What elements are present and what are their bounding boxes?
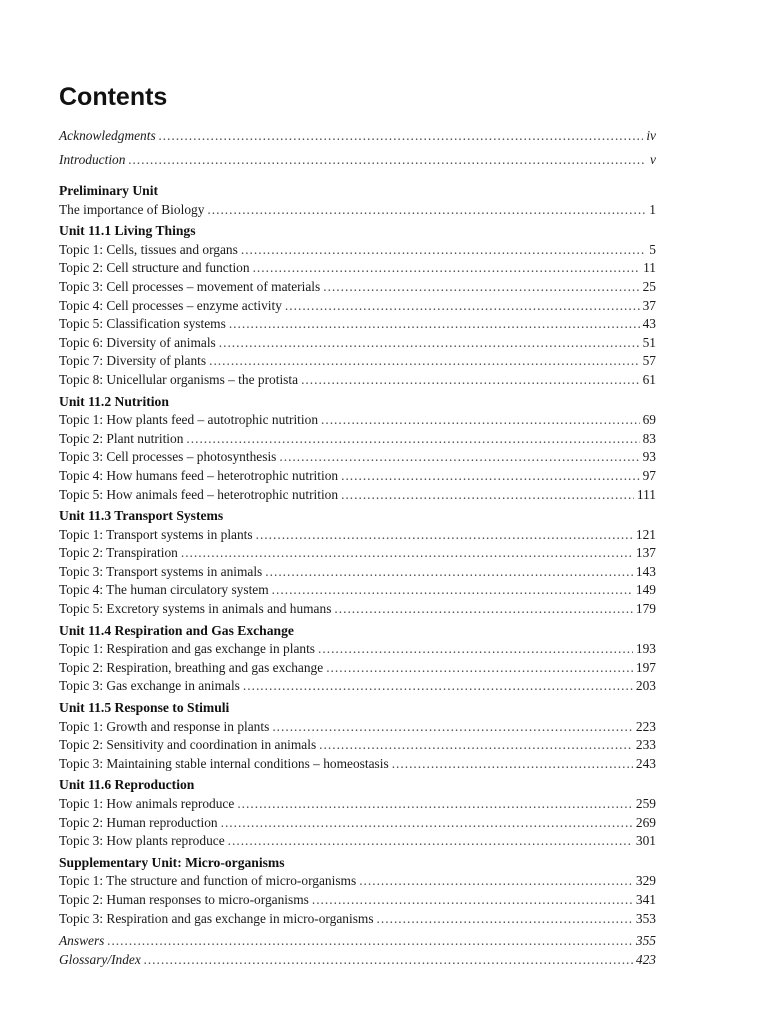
- toc-entry-topic[interactable]: [59, 297, 656, 316]
- dot-leader: [318, 640, 633, 659]
- dot-leader: [321, 411, 640, 430]
- toc-entry-page: 329: [635, 873, 656, 889]
- toc-entry-page: 121: [635, 526, 656, 542]
- unit-heading: Unit 11.6 Reproduction: [59, 777, 195, 793]
- dot-leader: [207, 201, 645, 220]
- toc-entry-topic[interactable]: [59, 371, 656, 390]
- toc-entry-topic[interactable]: [59, 563, 656, 582]
- toc-entry-topic[interactable]: [59, 201, 656, 220]
- toc-entry-topic[interactable]: [59, 832, 656, 851]
- toc-entry-title: Topic 5: Excretory systems in animals and humans: [59, 601, 332, 617]
- toc-entry-page: 259: [635, 796, 656, 811]
- toc-entry-topic[interactable]: [59, 718, 656, 737]
- page-title: Contents: [59, 83, 168, 111]
- toc-entry-topic[interactable]: [59, 814, 656, 833]
- toc-entry-page: 51: [642, 334, 656, 350]
- toc-entry-topic[interactable]: [59, 448, 656, 467]
- toc-entry-page: 243: [635, 755, 656, 771]
- toc-entry-title: Topic 8: Unicellular organisms – the protista: [59, 371, 299, 387]
- toc-entry-topic[interactable]: [59, 544, 656, 563]
- toc-entry-page: 233: [635, 737, 656, 753]
- toc-entry-page: 69: [642, 412, 656, 428]
- toc-entry-title: Topic 3: Cell processes – photosynthesis: [59, 449, 277, 465]
- toc-entry-title: Topic 2: Respiration, breathing and gas exchange: [59, 659, 324, 675]
- unit-heading: Supplementary Unit: Micro-organisms: [59, 854, 285, 870]
- toc-entry-title: Topic 1: Cells, tissues and organs: [59, 241, 238, 257]
- toc-entry-topic[interactable]: [59, 430, 656, 449]
- toc-entry-front-matter[interactable]: [59, 124, 656, 148]
- dot-leader: [256, 526, 633, 545]
- toc-entry-page: 301: [635, 833, 656, 849]
- toc-entry-title: The importance of Biology: [59, 201, 205, 217]
- toc-entry-topic[interactable]: [59, 581, 656, 600]
- toc-entry-title: Topic 1: Transport systems in plants: [59, 526, 253, 542]
- toc-entry-title: Acknowledgments: [59, 128, 156, 143]
- unit-heading: Unit 11.5 Response to Stimuli: [59, 700, 230, 716]
- toc-entry-title: Introduction: [59, 152, 126, 167]
- toc-entry-page: 61: [642, 371, 656, 387]
- toc-entry-topic[interactable]: [59, 334, 656, 353]
- toc-entry-topic[interactable]: [59, 891, 656, 910]
- toc-entries: [59, 124, 656, 969]
- toc-entry-title: Topic 1: The structure and function of micro-organisms: [59, 873, 357, 889]
- toc-entry-topic[interactable]: [59, 755, 656, 774]
- dot-leader: [209, 352, 640, 371]
- dot-leader: [301, 371, 640, 390]
- dot-leader: [272, 718, 633, 737]
- toc-entry-page: 179: [635, 601, 656, 617]
- toc-entry-title: Topic 3: Respiration and gas exchange in micro-organisms: [59, 910, 374, 926]
- toc-entry-topic[interactable]: [59, 315, 656, 334]
- dot-leader: [285, 297, 640, 316]
- toc-entry-title: Topic 4: The human circulatory system: [59, 582, 269, 598]
- dot-leader: [341, 467, 640, 486]
- toc-entry-title: Answers: [59, 933, 105, 949]
- toc-entry-topic[interactable]: [59, 640, 656, 659]
- toc-entry-page: 37: [642, 297, 656, 313]
- toc-entry-topic[interactable]: [59, 600, 656, 619]
- toc-entry-page: 11: [643, 260, 656, 276]
- toc-entry-page: 149: [635, 582, 656, 598]
- toc-entry-front-matter[interactable]: [59, 148, 656, 172]
- dot-leader: [272, 581, 633, 600]
- toc-entry-page: iv: [646, 128, 656, 143]
- toc-entry-topic[interactable]: [59, 910, 656, 929]
- toc-entry-topic[interactable]: [59, 467, 656, 486]
- toc-entry-title: Topic 1: Growth and response in plants: [59, 718, 270, 734]
- toc-entry-page: 93: [642, 449, 656, 465]
- toc-entry-page: v: [650, 152, 656, 167]
- toc-entry-topic[interactable]: [59, 352, 656, 371]
- unit-heading: Unit 11.2 Nutrition: [59, 393, 169, 409]
- toc-entry-page: 269: [635, 814, 656, 830]
- unit-heading: Unit 11.4 Respiration and Gas Exchange: [59, 622, 294, 638]
- toc-entry-page: 25: [642, 278, 656, 294]
- toc-entry-topic[interactable]: [59, 278, 656, 297]
- dot-leader: [377, 910, 633, 929]
- dot-leader: [392, 755, 633, 774]
- toc-entry-title: Topic 2: Transpiration: [59, 545, 178, 561]
- toc-entry-title: Topic 2: Plant nutrition: [59, 430, 184, 446]
- toc-entry-title: Topic 5: Classification systems: [59, 316, 226, 332]
- toc-entry-title: Topic 2: Human reproduction: [59, 814, 218, 830]
- dot-leader: [128, 148, 645, 172]
- toc-entry-page: 57: [642, 353, 656, 369]
- toc-entry-title: Topic 3: Cell processes – movement of materials: [59, 278, 321, 294]
- dot-leader: [326, 659, 633, 678]
- dot-leader: [181, 544, 633, 563]
- dot-leader: [221, 814, 633, 833]
- toc-entry-title: Topic 4: How humans feed – heterotrophic nutrition: [59, 467, 339, 483]
- dot-leader: [243, 677, 633, 696]
- toc-entry-page: 355: [635, 933, 656, 949]
- toc-entry-page: 5: [649, 241, 656, 257]
- dot-leader: [107, 932, 633, 951]
- unit-heading: Preliminary Unit: [59, 183, 159, 198]
- toc-entry-title: Topic 1: Respiration and gas exchange in plants: [59, 641, 316, 657]
- dot-leader: [359, 872, 633, 891]
- toc-entry-title: Topic 7: Diversity of plants: [59, 353, 207, 369]
- toc-entry-topic[interactable]: [59, 659, 656, 678]
- toc-entry-page: 193: [635, 641, 656, 657]
- toc-entry-title: Topic 3: Gas exchange in animals: [59, 678, 240, 694]
- toc-entry-title: Topic 1: How animals reproduce: [59, 796, 235, 811]
- toc-entry-topic[interactable]: [59, 259, 656, 278]
- dot-leader: [228, 832, 633, 851]
- toc-entry-topic[interactable]: [59, 736, 656, 755]
- toc-entry-topic[interactable]: [59, 411, 656, 430]
- dot-leader: [219, 334, 640, 353]
- toc-entry-title: Topic 3: How plants reproduce: [59, 833, 225, 849]
- toc-entry-page: 353: [635, 910, 656, 926]
- toc-entry-page: 423: [635, 951, 656, 967]
- dot-leader: [229, 315, 640, 334]
- dot-leader: [279, 448, 639, 467]
- toc-entry-topic[interactable]: [59, 526, 656, 545]
- toc-entry-page: 83: [642, 430, 656, 446]
- toc-entry-title: Topic 5: How animals feed – heterotrophic nutrition: [59, 486, 339, 502]
- dot-leader: [253, 259, 641, 278]
- toc-entry-title: Topic 3: Maintaining stable internal conditions – homeostasis: [59, 755, 389, 771]
- dot-leader: [334, 600, 633, 619]
- toc-entry-page: 43: [642, 316, 656, 332]
- dot-leader: [241, 241, 645, 260]
- dot-leader: [319, 736, 633, 755]
- toc-entry-page: 203: [635, 678, 656, 694]
- toc-entry-title: Topic 2: Sensitivity and coordination in animals: [59, 737, 317, 753]
- toc-entry-page: 1: [649, 201, 656, 217]
- toc-entry-topic[interactable]: [59, 677, 656, 696]
- toc-entry-page: 143: [635, 563, 656, 579]
- toc-entry-page: 137: [635, 545, 656, 561]
- toc-entry-topic[interactable]: [59, 486, 656, 505]
- dot-leader: [312, 891, 633, 910]
- toc-entry-title: Glossary/Index: [59, 951, 141, 967]
- unit-heading: Unit 11.3 Transport Systems: [59, 508, 224, 524]
- dot-leader: [237, 795, 633, 814]
- toc-entry-topic[interactable]: [59, 795, 656, 814]
- toc-entry-title: Topic 2: Human responses to micro-organisms: [59, 891, 309, 907]
- toc-entry-page: 341: [635, 891, 656, 907]
- dot-leader: [265, 563, 633, 582]
- toc-entry-topic[interactable]: [59, 241, 656, 260]
- dot-leader: [144, 951, 633, 970]
- dot-leader: [186, 430, 639, 449]
- toc-entry-back-matter[interactable]: [59, 951, 656, 970]
- contents-page: [59, 82, 656, 969]
- toc-entry-title: Topic 2: Cell structure and function: [59, 260, 250, 276]
- toc-entry-title: Topic 4: Cell processes – enzyme activity: [59, 297, 282, 313]
- toc-entry-back-matter[interactable]: [59, 932, 656, 951]
- toc-entry-title: Topic 1: How plants feed – autotrophic nutrition: [59, 412, 319, 428]
- toc-entry-topic[interactable]: [59, 872, 656, 891]
- dot-leader: [159, 124, 644, 148]
- dot-leader: [323, 278, 639, 297]
- toc-entry-title: Topic 3: Transport systems in animals: [59, 563, 263, 579]
- toc-entry-page: 97: [642, 467, 656, 483]
- unit-heading: Unit 11.1 Living Things: [59, 223, 196, 239]
- toc-entry-page: 223: [635, 718, 656, 734]
- dot-leader: [341, 486, 634, 505]
- toc-entry-page: 111: [636, 486, 656, 502]
- toc-entry-title: Topic 6: Diversity of animals: [59, 334, 216, 350]
- toc-entry-page: 197: [635, 659, 656, 675]
